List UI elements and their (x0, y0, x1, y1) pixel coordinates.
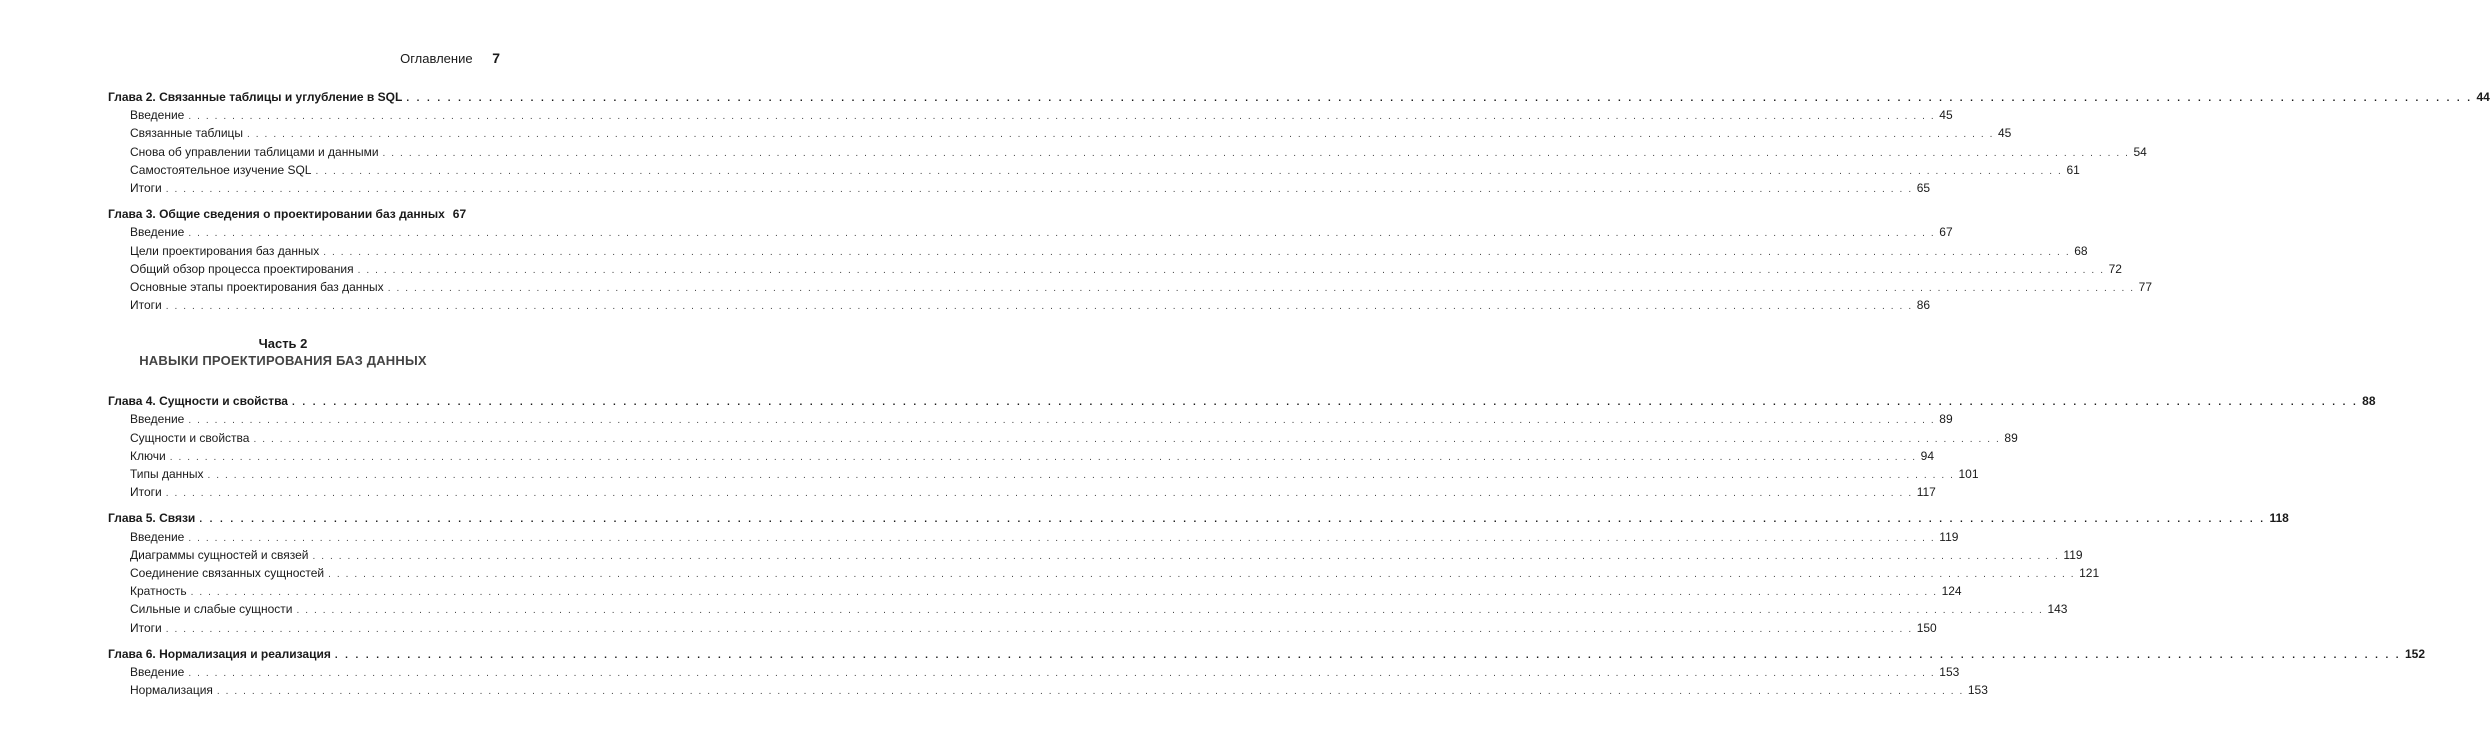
entry-page: 45 (1998, 126, 2012, 141)
entry-page: 119 (1939, 529, 1959, 544)
toc-section-entry (108, 483, 1936, 501)
toc-section-entry (108, 465, 1979, 483)
entry-title: Общий обзор процесса проектирования (130, 261, 354, 276)
entry-page: 89 (2004, 430, 2018, 445)
toc-section-entry (108, 179, 1931, 197)
toc-section-entry (108, 681, 1988, 699)
toc-section-entry (108, 161, 2080, 179)
toc-section-entry (108, 278, 2152, 296)
dot-leader: . . . . . . . . . . . . . . . . . . . . . . . . . . . . . . . . . . . . . . . . . . . . . . . . . . . . . . . . . . . . . . . . . . . . . . . . . . . . . . . . . . . . . . . . . . . . . . . . . . . . . . . . . . . . . . . . . . . . . . . . . . . . . . . . . . . . . . . . . . . . . . . . . . . . . . . . . . . . . . . . . . . . . . . . . . . . . . . . . . . . . . . . . . . . . . . . . . . . . . . . (188, 667, 1936, 679)
entry-page: 45 (1939, 108, 1953, 123)
part-heading (108, 336, 458, 370)
dot-leader: . . . . . . . . . . . . . . . . . . . . . . . . . . . . . . . . . . . . . . . . . . . . . . . . . . . . . . . . . . . . . . . . . . . . . . . . . . . . . . . . . . . . . . . . . . . . . . . . . . . . . . . . . . . . . . . . . . . . . . . . . . . . . . . . . . . . . . . . . . . . . . . . . . . . . . . . . . . . . . . . . . . . . . . . . . . . . . . . . . . . . . . . . . . . . . . . . . . . . . . . (406, 93, 2473, 104)
toc-section-entry (108, 143, 2147, 161)
dot-leader: . . . . . . . . . . . . . . . . . . . . . . . . . . . . . . . . . . . . . . . . . . . . . . . . . . . . . . . . . . . . . . . . . . . . . . . . . . . . . . . . . . . . . . . . . . . . . . . . . . . . . . . . . . . . . . . . . . . . . . . . . . . . . . . . . . . . . . . . . . . . . . . . . . . . . . . . . . . . . . . . . . . . . . . . . . . . . . . . . . . . . . . . . . . . . . . . . . . . . . . . (188, 532, 1936, 544)
entry-title: Снова об управлении таблицами и данными (130, 144, 379, 159)
toc-section-entry (108, 528, 1959, 546)
entry-title: Ключи (130, 448, 166, 463)
entry-title: Диаграммы сущностей и связей (130, 547, 309, 562)
dot-leader: . . . . . . . . . . . . . . . . . . . . . . . . . . . . . . . . . . . . . . . . . . . . . . . . . . . . . . . . . . . . . . . . . . . . . . . . . . . . . . . . . . . . . . . . . . . . . . . . . . . . . . . . . . . . . . . . . . . . . . . . . . . . . . . . . . . . . . . . . . . . . . . . . . . . . . . . . . . . . . . . . . . . . . . . . . . . . . . . . . . . . . . . . . . . . . . . . . . . . . . . (357, 264, 2105, 276)
running-head (108, 50, 500, 66)
entry-title: Глава 5. Связи (108, 511, 196, 526)
entry-title: Основные этапы проектирования баз данных (130, 279, 384, 294)
toc-chapter-entry (108, 509, 2289, 527)
toc-section-entry (108, 582, 1962, 600)
toc-section-entry (108, 447, 1934, 465)
entry-page: 44 (2476, 90, 2490, 104)
entry-title: Введение (130, 529, 185, 544)
part-number: Часть 2 (258, 336, 308, 352)
toc-section-entry (108, 223, 1953, 241)
entry-title: Введение (130, 664, 185, 679)
toc-section-entry (108, 429, 2018, 447)
entry-page: 54 (2133, 144, 2147, 159)
table-of-contents (108, 88, 2490, 699)
entry-title: Соединение связанных сущностей (130, 565, 325, 580)
entry-title: Введение (130, 108, 185, 123)
dot-leader: . . . . . . . . . . . . . . . . . . . . . . . . . . . . . . . . . . . . . . . . . . . . . . . . . . . . . . . . . . . . . . . . . . . . . . . . . . . . . . . . . . . . . . . . . . . . . . . . . . . . . . . . . . . . . . . . . . . . . . . . . . . . . . . . . . . . . . . . . . . . . . . . . . . . . . . . . . . . . . . . . . . . . . . . . . . . . . . . . . . . . . . . . . . . . . . . . . . . . . . . (188, 415, 1936, 427)
dot-leader: . . . . . . . . . . . . . . . . . . . . . . . . . . . . . . . . . . . . . . . . . . . . . . . . . . . . . . . . . . . . . . . . . . . . . . . . . . . . . . . . . . . . . . . . . . . . . . . . . . . . . . . . . . . . . . . . . . . . . . . . . . . . . . . . . . . . . . . . . . . . . . . . . . . . . . . . . . . . . . . . . . . . . . . . . . . . . . . . . . . . . . . . . . . . . . . . . . . . . . . . (247, 129, 1994, 141)
entry-title: Итоги (130, 180, 162, 195)
entry-page: 68 (2074, 243, 2088, 258)
entry-page: 72 (2108, 261, 2122, 276)
entry-page: 86 (1916, 298, 1931, 313)
entry-page: 101 (1958, 467, 1979, 481)
dot-leader: . . . . . . . . . . . . . . . . . . . . . . . . . . . . . . . . . . . . . . . . . . . . . . . . . . . . . . . . . . . . . . . . . . . . . . . . . . . . . . . . . . . . . . . . . . . . . . . . . . . . . . . . . . . . . . . . . . . . . . . . . . . . . . . . . . . . . . . . . . . . . . . . . . . . . . . . . . . . . . . . . . . . . . . . . . . . . . . . . . . . . . . . . . . . . . . . . . . . . . . . (312, 550, 2060, 562)
dot-leader: . . . . . . . . . . . . . . . . . . . . . . . . . . . . . . . . . . . . . . . . . . . . . . . . . . . . . . . . . . . . . . . . . . . . . . . . . . . . . . . . . . . . . . . . . . . . . . . . . . . . . . . . . . . . . . . . . . . . . . . . . . . . . . . . . . . . . . . . . . . . . . . . . . . . . . . . . . . . . . . . . . . . . . . . . . . . . . . . . . . . . . . . . . . . . . . . . . . . . . . . (207, 470, 1955, 481)
dot-leader: . . . . . . . . . . . . . . . . . . . . . . . . . . . . . . . . . . . . . . . . . . . . . . . . . . . . . . . . . . . . . . . . . . . . . . . . . . . . . . . . . . . . . . . . . . . . . . . . . . . . . . . . . . . . . . . . . . . . . . . . . . . . . . . . . . . . . . . . . . . . . . . . . . . . . . . . . . . . . . . . . . . . . . . . . . . . . . . . . . . . . . . . . . . . . . . . . . . . . . . . (188, 228, 1936, 240)
toc-group-part-2 (108, 392, 2426, 699)
entry-page: 88 (2362, 394, 2376, 409)
toc-section-entry (108, 296, 1931, 314)
toc-section-entry (108, 619, 1937, 637)
dot-leader: . . . . . . . . . . . . . . . . . . . . . . . . . . . . . . . . . . . . . . . . . . . . . . . . . . . . . . . . . . . . . . . . . . . . . . . . . . . . . . . . . . . . . . . . . . . . . . . . . . . . . . . . . . . . . . . . . . . . . . . . . . . . . . . . . . . . . . . . . . . . . . . . . . . . . . . . . . . . . . . . . . . . . . . . . . . . . . . . . . . . . . . . . . . . . . . . . . . . . . . . (190, 587, 1938, 599)
dot-leader: . . . . . . . . . . . . . . . . . . . . . . . . . . . . . . . . . . . . . . . . . . . . . . . . . . . . . . . . . . . . . . . . . . . . . . . . . . . . . . . . . . . . . . . . . . . . . . . . . . . . . . . . . . . . . . . . . . . . . . . . . . . . . . . . . . . . . . . . . . . . . . . . . . . . . . . . . . . . . . . . . . . . . . . . . . . . . . . . . . . . . . . . . . . . . . . . . . . . . . . . (382, 147, 2130, 159)
toc-section-entry (108, 663, 1960, 681)
part-title: НАВЫКИ ПРОЕКТИРОВАНИЯ БАЗ ДАННЫХ (139, 353, 427, 369)
toc-section-entry (108, 564, 2100, 582)
toc-chapter-entry (108, 392, 2376, 410)
entry-page: 94 (1920, 448, 1934, 463)
dot-leader: . . . . . . . . . . . . . . . . . . . . . . . . . . . . . . . . . . . . . . . . . . . . . . . . . . . . . . . . . . . . . . . . . . . . . . . . . . . . . . . . . . . . . . . . . . . . . . . . . . . . . . . . . . . . . . . . . . . . . . . . . . . . . . . . . . . . . . . . . . . . . . . . . . . . . . . . . . . . . . . . . . . . . . . . . . . . . . . . . . . . . . . . . . . . . . . . . . . . . . . . (334, 649, 2401, 661)
entry-title: Типы данных (130, 467, 204, 481)
entry-page: 153 (1939, 664, 1960, 679)
entry-title: Глава 4. Сущности и свойства (108, 394, 288, 409)
entry-title: Сильные и слабые сущности (130, 602, 293, 617)
toc-chapter-entry (108, 645, 2426, 663)
dot-leader: . . . . . . . . . . . . . . . . . . . . . . . . . . . . . . . . . . . . . . . . . . . . . . . . . . . . . . . . . . . . . . . . . . . . . . . . . . . . . . . . . . . . . . . . . . . . . . . . . . . . . . . . . . . . . . . . . . . . . . . . . . . . . . . . . . . . . . . . . . . . . . . . . . . . . . . . . . . . . . . . . . . . . . . . . . . . . . . . . . . . . . . . . . . . . . . . . . . . . . . . (216, 686, 1964, 698)
toc-section-entry (108, 546, 2083, 564)
entry-page: 152 (2404, 646, 2426, 661)
entry-page: 143 (2047, 602, 2068, 617)
toc-group-part-1 (108, 88, 2490, 314)
toc-section-entry (108, 124, 2012, 142)
toc-section-entry (108, 106, 1953, 124)
entry-page: 67 (1939, 225, 1953, 240)
dot-leader: . . . . . . . . . . . . . . . . . . . . . . . . . . . . . . . . . . . . . . . . . . . . . . . . . . . . . . . . . . . . . . . . . . . . . . . . . . . . . . . . . . . . . . . . . . . . . . . . . . . . . . . . . . . . . . . . . . . . . . . . . . . . . . . . . . . . . . . . . . . . . . . . . . . . . . . . . . . . . . . . . . . . . . . . . . . . . . . . . . . . . . . . . . . . . . . . . . . . . . . . (199, 514, 2266, 526)
toc-chapter-entry (108, 88, 2490, 106)
dot-leader: . . . . . . . . . . . . . . . . . . . . . . . . . . . . . . . . . . . . . . . . . . . . . . . . . . . . . . . . . . . . . . . . . . . . . . . . . . . . . . . . . . . . . . . . . . . . . . . . . . . . . . . . . . . . . . . . . . . . . . . . . . . . . . . . . . . . . . . . . . . . . . . . . . . . . . . . . . . . . . . . . . . . . . . . . . . . . . . . . . . . . . . . . . . . . . . . . . . . . . . . (165, 301, 1913, 313)
entry-title: Глава 2. Связанные таблицы и углубление в SQL (108, 90, 403, 104)
dot-leader: . . . . . . . . . . . . . . . . . . . . . . . . . . . . . . . . . . . . . . . . . . . . . . . . . . . . . . . . . . . . . . . . . . . . . . . . . . . . . . . . . . . . . . . . . . . . . . . . . . . . . . . . . . . . . . . . . . . . . . . . . . . . . . . . . . . . . . . . . . . . . . . . . . . . . . . . . . . . . . . . . . . . . . . . . . . . . . . . . . . . . . . . . . . . . . . . . . . . . . . . (253, 433, 2001, 445)
dot-leader: . . . . . . . . . . . . . . . . . . . . . . . . . . . . . . . . . . . . . . . . . . . . . . . . . . . . . . . . . . . . . . . . . . . . . . . . . . . . . . . . . . . . . . . . . . . . . . . . . . . . . . . . . . . . . . . . . . . . . . . . . . . . . . . . . . . . . . . . . . . . . . . . . . . . . . . . . . . . . . . . . . . . . . . . . . . . . . . . . . . . . . . . . . . . . . . . . . . . . . . . (323, 246, 2071, 258)
entry-page: 65 (1916, 180, 1931, 195)
toc-chapter-entry (108, 205, 467, 223)
entry-page: 124 (1941, 584, 1962, 599)
entry-title: Связанные таблицы (130, 126, 244, 141)
dot-leader: . . . . . . . . . . . . . . . . . . . . . . . . . . . . . . . . . . . . . . . . . . . . . . . . . . . . . . . . . . . . . . . . . . . . . . . . . . . . . . . . . . . . . . . . . . . . . . . . . . . . . . . . . . . . . . . . . . . . . . . . . . . . . . . . . . . . . . . . . . . . . . . . . . . . . . . . . . . . . . . . . . . . . . . . . . . . . . . . . . . . . . . . . . . . . . . . . . . . . . . . (387, 282, 2135, 294)
toc-section-entry (108, 410, 1953, 428)
entry-page: 121 (2079, 565, 2100, 580)
toc-section-entry (108, 242, 2088, 260)
dot-leader: . . . . . . . . . . . . . . . . . . . . . . . . . . . . . . . . . . . . . . . . . . . . . . . . . . . . . . . . . . . . . . . . . . . . . . . . . . . . . . . . . . . . . . . . . . . . . . . . . . . . . . . . . . . . . . . . . . . . . . . . . . . . . . . . . . . . . . . . . . . . . . . . . . . . . . . . . . . . . . . . . . . . . . . . . . . . . . . . . . . . . . . . . . . . . . . . . . . . . . . . (296, 605, 2044, 617)
entry-page: 61 (2066, 162, 2080, 177)
dot-leader: . . . . . . . . . . . . . . . . . . . . . . . . . . . . . . . . . . . . . . . . . . . . . . . . . . . . . . . . . . . . . . . . . . . . . . . . . . . . . . . . . . . . . . . . . . . . . . . . . . . . . . . . . . . . . . . . . . . . . . . . . . . . . . . . . . . . . . . . . . . . . . . . . . . . . . . . . . . . . . . . . . . . . . . . . . . . . . . . . . . . . . . . . . . . . . . . . . . . . . . . (165, 623, 1913, 635)
dot-leader: . . . . . . . . . . . . . . . . . . . . . . . . . . . . . . . . . . . . . . . . . . . . . . . . . . . . . . . . . . . . . . . . . . . . . . . . . . . . . . . . . . . . . . . . . . . . . . . . . . . . . . . . . . . . . . . . . . . . . . . . . . . . . . . . . . . . . . . . . . . . . . . . . . . . . . . . . . . . . . . . . . . . . . . . . . . . . . . . . . . . . . . . . . . . . . . . . . . . . . . . (188, 111, 1936, 123)
entry-title: Кратность (130, 584, 187, 599)
entry-title: Итоги (130, 298, 162, 313)
running-head-title: Оглавление (400, 51, 473, 66)
dot-leader: . . . . . . . . . . . . . . . . . . . . . . . . . . . . . . . . . . . . . . . . . . . . . . . . . . . . . . . . . . . . . . . . . . . . . . . . . . . . . . . . . . . . . . . . . . . . . . . . . . . . . . . . . . . . . . . . . . . . . . . . . . . . . . . . . . . . . . . . . . . . . . . . . . . . . . . . . . . . . . . . . . . . . . . . . . . . . . . . . . . . . . . . . . . . . . . . . . . . . . . . (291, 397, 2359, 409)
entry-title: Глава 3. Общие сведения о проектировании баз данных (108, 207, 445, 222)
entry-title: Итоги (130, 485, 162, 500)
dot-leader: . . . . . . . . . . . . . . . . . . . . . . . . . . . . . . . . . . . . . . . . . . . . . . . . . . . . . . . . . . . . . . . . . . . . . . . . . . . . . . . . . . . . . . . . . . . . . . . . . . . . . . . . . . . . . . . . . . . . . . . . . . . . . . . . . . . . . . . . . . . . . . . . . . . . . . . . . . . . . . . . . . . . . . . . . . . . . . . . . . . . . . . . . . . . . . . . . . . . . . . . (165, 183, 1913, 195)
entry-title: Введение (130, 225, 185, 240)
entry-title: Нормализация (130, 683, 213, 698)
toc-section-entry (108, 600, 2068, 618)
dot-leader: . . . . . . . . . . . . . . . . . . . . . . . . . . . . . . . . . . . . . . . . . . . . . . . . . . . . . . . . . . . . . . . . . . . . . . . . . . . . . . . . . . . . . . . . . . . . . . . . . . . . . . . . . . . . . . . . . . . . . . . . . . . . . . . . . . . . . . . . . . . . . . . . . . . . . . . . . . . . . . . . . . . . . . . . . . . . . . . . . . . . . . . . . . . . . . . . . . . . . . . . (328, 568, 2076, 580)
entry-page: 118 (2269, 511, 2289, 526)
dot-leader: . . . . . . . . . . . . . . . . . . . . . . . . . . . . . . . . . . . . . . . . . . . . . . . . . . . . . . . . . . . . . . . . . . . . . . . . . . . . . . . . . . . . . . . . . . . . . . . . . . . . . . . . . . . . . . . . . . . . . . . . . . . . . . . . . . . . . . . . . . . . . . . . . . . . . . . . . . . . . . . . . . . . . . . . . . . . . . . . . . . . . . . . . . . . . . . . . . . . . . . . (169, 451, 1917, 463)
toc-section-entry (108, 260, 2122, 278)
page-number: 7 (492, 50, 500, 66)
entry-title: Сущности и свойства (130, 430, 250, 445)
entry-page: 89 (1939, 412, 1953, 427)
entry-title: Итоги (130, 620, 162, 635)
entry-page: 67 (452, 207, 467, 222)
entry-page: 119 (2063, 547, 2083, 562)
entry-title: Самостоятельное изучение SQL (130, 162, 312, 177)
dot-leader: . . . . . . . . . . . . . . . . . . . . . . . . . . . . . . . . . . . . . . . . . . . . . . . . . . . . . . . . . . . . . . . . . . . . . . . . . . . . . . . . . . . . . . . . . . . . . . . . . . . . . . . . . . . . . . . . . . . . . . . . . . . . . . . . . . . . . . . . . . . . . . . . . . . . . . . . . . . . . . . . . . . . . . . . . . . . . . . . . . . . . . . . . . . . . . . . . . . . . . . . (315, 165, 2063, 177)
entry-title: Цели проектирования баз данных (130, 243, 320, 258)
entry-page: 150 (1916, 620, 1937, 635)
dot-leader: . . . . . . . . . . . . . . . . . . . . . . . . . . . . . . . . . . . . . . . . . . . . . . . . . . . . . . . . . . . . . . . . . . . . . . . . . . . . . . . . . . . . . . . . . . . . . . . . . . . . . . . . . . . . . . . . . . . . . . . . . . . . . . . . . . . . . . . . . . . . . . . . . . . . . . . . . . . . . . . . . . . . . . . . . . . . . . . . . . . . . . . . . . . . . . . . . . . . . . . . (165, 488, 1913, 500)
entry-title: Введение (130, 412, 185, 427)
entry-page: 153 (1967, 683, 1988, 698)
entry-page: 117 (1916, 485, 1936, 500)
entry-title: Глава 6. Нормализация и реализация (108, 646, 331, 661)
entry-page: 77 (2138, 279, 2152, 294)
